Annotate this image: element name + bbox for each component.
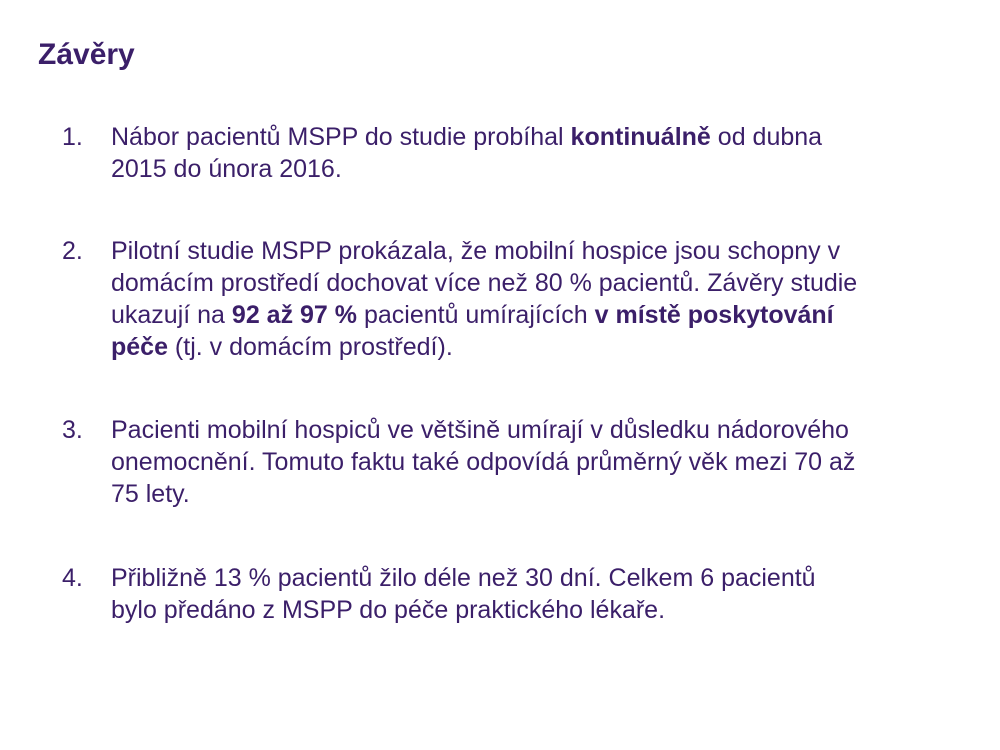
emphasis-text: péče (111, 333, 168, 361)
slide-title: Závěry (38, 38, 135, 71)
emphasis-text: 92 až 97 % (231, 301, 358, 329)
text-line: Nábor pacientů MSPP do studie probíhal kontinuálně od dubna (111, 123, 823, 151)
text-line: 2015 do února 2016. (111, 155, 342, 183)
text-line: 75 lety. (111, 480, 190, 508)
list-item-text (111, 562, 961, 626)
emphasis-text: kontinuálně (570, 123, 711, 151)
emphasis-text: v místě poskytování (594, 301, 834, 329)
list-item-text (111, 414, 961, 510)
text-line: bylo předáno z MSPP do péče praktického lékaře. (111, 596, 666, 624)
text-line: domácím prostředí dochovat více než 80 % pacientů. Závěry studie (111, 269, 858, 297)
text-line: Pilotní studie MSPP prokázala, že mobilní hospice jsou schopny v (111, 237, 841, 265)
list-item-number: 2. (62, 237, 83, 265)
list-item-text (111, 121, 961, 185)
text-line: ukazují na 92 až 97 % pacientů umírajících v místě poskytování (111, 301, 834, 329)
list-item-number: 4. (62, 564, 83, 592)
list-item-number: 3. (62, 416, 83, 444)
text-line: Přibližně 13 % pacientů žilo déle než 30 dní. Celkem 6 pacientů (111, 564, 816, 592)
text-line: péče (tj. v domácím prostředí). (111, 333, 453, 361)
list-item-number: 1. (62, 123, 83, 151)
text-line: Pacienti mobilní hospiců ve většině umírají v důsledku nádorového (111, 416, 849, 444)
list-item-text (111, 235, 961, 363)
text-line: onemocnění. Tomuto faktu také odpovídá průměrný věk mezi 70 až (111, 448, 856, 476)
